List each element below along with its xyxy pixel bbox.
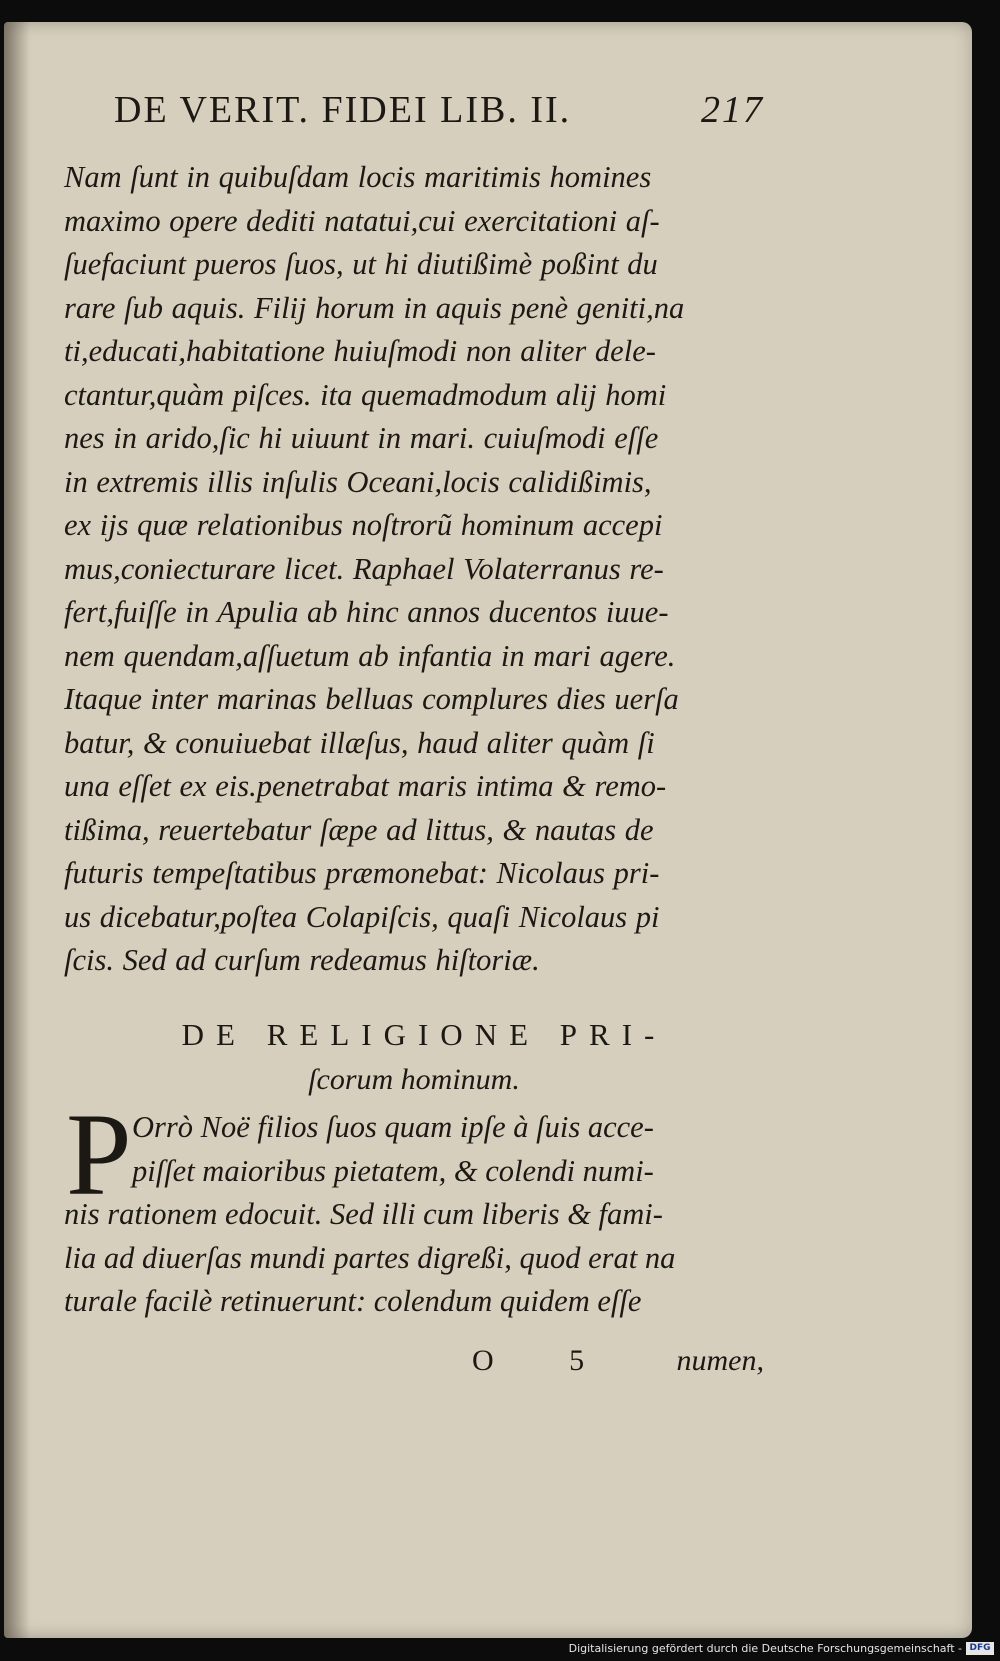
text-line: ex ijs quæ relationibus noſtrorũ hominum accepi — [64, 508, 663, 542]
book-page — [4, 22, 972, 1638]
text-line: batur, & conuiuebat illæſus, haud aliter quàm ſi — [64, 725, 655, 760]
text-line: nes in arido,ſic hi uiuunt in mari. cuiuſmodi eſſe — [64, 421, 659, 455]
text-line: futuris tempeſtatibus præmonebat: Nicolaus pri- — [64, 856, 660, 890]
text-line: ſuefaciunt pueros ſuos, ut hi diutißimè poßint du — [64, 247, 658, 281]
paragraph-1 — [64, 156, 764, 983]
paragraph-2 — [64, 1089, 764, 1324]
catchline — [64, 1344, 764, 1388]
text-line: rare ſub aquis. Filij horum in aquis penè geniti,na — [64, 290, 685, 325]
text-line: us dicebatur,poſtea Colapiſcis, quaſi Nicolaus pi — [64, 899, 660, 934]
text-line: una eſſet ex eis.penetrabat maris intima & remo- — [64, 769, 667, 803]
text-line: fert,fuiſſe in Apulia ab hinc annos ducentos iuue- — [64, 595, 669, 629]
text-line: in extremis illis inſulis Oceani,locis calidißimis, — [64, 464, 652, 499]
text-line: maximo opere dediti natatui,cui exercitationi aſ- — [64, 203, 660, 238]
running-head — [114, 88, 764, 138]
section-heading — [64, 1012, 764, 1102]
text-line: ſcis. Sed ad curſum redeamus hiſtoriæ. — [64, 943, 540, 977]
text-line: lia ad diuerſas mundi partes digreßi, quod erat na — [64, 1240, 676, 1275]
section-heading-line-2: ſcorum hominum. — [308, 1063, 520, 1096]
signature-mark: O 5 — [472, 1344, 619, 1377]
text-line: Orrò Noë filios ſuos quam ipſe à ſuis acce- — [132, 1110, 654, 1144]
text-line: Itaque inter marinas belluas complures dies uerſa — [64, 682, 679, 716]
credit-text: Digitalisierung gefördert durch die Deutsche Forschungsgemeinschaft - — [568, 1641, 962, 1655]
text-line: piſſet maioribus pietatem, & colendi numi- — [132, 1153, 654, 1188]
running-head-title: DE VERIT. FIDEI LIB. II. — [114, 89, 572, 131]
section-heading-line-1: DE RELIGIONE PRI- — [181, 1017, 667, 1052]
text-line: ti,educati,habitatione huiuſmodi non aliter dele- — [64, 334, 656, 368]
drop-cap: P — [66, 1089, 132, 1220]
text-line: turale facilè retinuerunt: colendum quidem eſſe — [64, 1284, 642, 1318]
text-line: nis rationem edocuit. Sed illi cum liberis & fami- — [64, 1197, 663, 1231]
text-line: ctantur,quàm piſces. ita quemadmodum alij homi — [64, 377, 667, 412]
text-line: tißima, reuertebatur ſæpe ad littus, & nautas de — [64, 812, 654, 847]
dfg-logo: DFG — [966, 1642, 994, 1655]
text-line: Nam ſunt in quibuſdam locis maritimis homines — [64, 160, 652, 194]
catchword: numen, — [676, 1344, 764, 1377]
page-number: 217 — [701, 89, 764, 131]
text-line: mus,coniecturare licet. Raphael Volaterranus re- — [64, 551, 664, 586]
digitization-credit — [569, 1639, 994, 1657]
text-line: nem quendam,aſſuetum ab infantia in mari agere. — [64, 638, 676, 673]
